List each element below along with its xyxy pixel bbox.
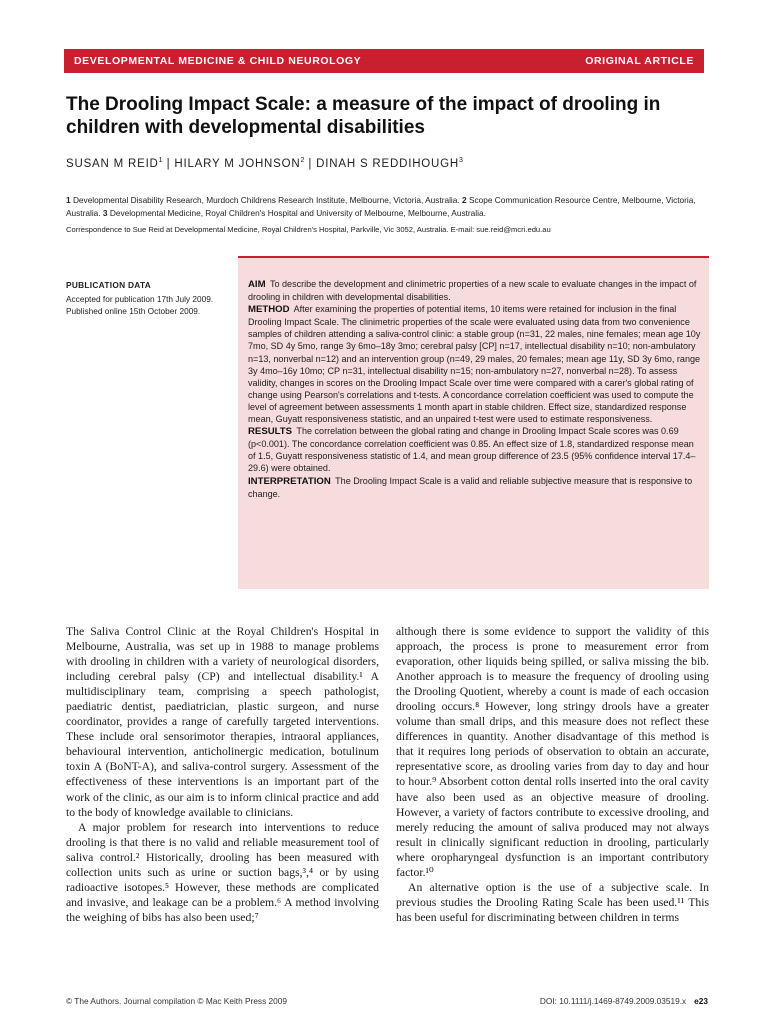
affiliation-text: Scope Communication Resource Centre, Melbourne, Victoria, Australia. — [66, 195, 696, 218]
author-name: HILARY M JOHNSON — [174, 157, 301, 170]
author-affil-number: 2 — [300, 157, 305, 164]
journal-name: DEVELOPMENTAL MEDICINE & CHILD NEUROLOGY — [74, 55, 362, 67]
abstract-results — [248, 425, 701, 474]
abstract-heading: AIM — [248, 279, 266, 290]
page-number: e23 — [694, 996, 708, 1006]
abstract-text: The Drooling Impact Scale is a valid and reliable subjective measure that is responsive to change. — [248, 475, 693, 499]
author-name: SUSAN M REID — [66, 157, 159, 170]
abstract-heading: RESULTS — [248, 426, 293, 438]
affiliation-text: Developmental Medicine, Royal Children's Hospital and University of Melbourne, Melbourne, Australia. — [109, 207, 486, 218]
publication-heading: PUBLICATION DATA — [66, 280, 151, 290]
abstract-heading: INTERPRETATION — [248, 475, 331, 487]
affiliation-number: 3 — [102, 207, 108, 218]
article-title: The Drooling Impact Scale: a measure of the impact of drooling in children with developmental disabilities — [66, 94, 661, 138]
affiliation-text: Developmental Disability Research, Murdoch Childrens Research Institute, Melbourne, Victoria, Australia. — [72, 195, 460, 205]
body-column-right — [396, 624, 709, 925]
affiliation-number: 2 — [462, 195, 467, 205]
body-column-left — [66, 624, 379, 925]
abstract-interpretation — [248, 475, 701, 500]
correspondence: Correspondence to Sue Reid at Developmental Medicine, Royal Children's Hospital, Parkville, Vic 3052, Australia. E-mail: sue.reid@mcri.edu.au — [66, 225, 551, 234]
body-paragraph: The Saliva Control Clinic at the Royal Children's Hospital in Melbourne, Australia, was set up in 1988 to manage problems with drooling in children with a variety of neurological disorders, including cerebral palsy (CP) and intellectual disability.¹ A multidisciplinary team, comprising a speech pathologist, paediatric dentist, paediatrician, plastic surgeon, and nurse coordinator, provides a range of carefully targeted interventions. These include oral sensorimotor therapies, intraoral appliances, behavioural intervention, anticholinergic medication, botulinum toxin A (BoNT-A), and saliva-control surgery. Assessment of the effectiveness of these interventions is an important part of the work of the clinic, as our aim is to inform clinical practice and add to the body of knowledge available to clinicians. — [66, 625, 379, 819]
footer-doi-block — [540, 996, 708, 1006]
publication-data — [66, 279, 236, 318]
abstract-heading: METHOD — [248, 304, 290, 316]
affiliation-number: 1 — [66, 195, 71, 205]
abstract-aim — [248, 278, 701, 303]
abstract-text: The correlation between the global rating and change in Drooling Impact Scale scores was 0.69 (p<0.001). The concordance correlation coefficient was 0.85. An effect size of 1.8, standardized response mean of 1.5, Guyatt responsiveness statistic of 1.4, and mean group difference of 23.5 (95% confidence interval 17.4–29.6) were obtained. — [248, 426, 696, 474]
article-type: ORIGINAL ARTICLE — [585, 55, 694, 67]
journal-banner — [64, 49, 704, 73]
body-paragraph: although there is some evidence to support the validity of this approach, the process is prone to measurement error from evaporation, other liquids being spilled, or saliva missing the bib. Another approach is to measure the frequency of drooling using the Drooling Quotient, whereby a count is made of each occasion drooling occurs.⁸ However, long stringy drools have a greater volume than small drips, and this measure does not reflect these differences in quantity. Another disadvantage of this method is that it requires long periods of observation to obtain an accurate, representative score, as drooling varies from day to day and hour to hour.⁹ Absorbent cotton dental rolls inserted into the oral cavity have also been used as an objective measure of drooling. However, a variety of factors contribute to excessive drooling, and merely reducing the amount of saliva produced may not always result in clinically significant reduction in drooling, particularly where oropharyngeal dysfunction is an important contributory factor.¹⁰ — [396, 625, 709, 879]
abstract-text: After examining the properties of potential items, 10 items were retained for inclusion in the final Drooling Impact Scale. The clinimetric properties of the scale were evaluated using data from two convenience samples of children attending a saliva-control clinic: a stable group (n=31, 22 males, nine females; mean age 10y 7mo, SD 4y 5mo, range 3y 6mo–18y 3mo; cerebral palsy [CP] n=17, intellectual disability n=10; non-ambulatory n=13, nonverbal n=12) and an intervention group (n=49, 29 males, 20 females; mean age 11y, SD 3y 6mo, range 3y 4mo–16y 10mo; CP n=31, intellectual disability n=15; non-ambulatory n=27, nonverbal n=28). To assess validity, changes in scores on the Drooling Impact Scale over time were compared with a carer's global rating of change using Pearson's correlations and t-tests. A concordance correlation coefficient was used to compute the level of agreement between assessments 1 month apart in stable children. Effect size, standardized response mean, Guyatt responsiveness statistic, and an unpaired t-test were used to estimate responsiveness. — [248, 304, 701, 425]
abstract-box — [238, 256, 709, 589]
body-paragraph: An alternative option is the use of a subjective scale. In previous studies the Drooling Rating Scale has been used.¹¹ This has been useful for discriminating between children in terms — [396, 880, 709, 924]
footer-doi: DOI: 10.1111/j.1469-8749.2009.03519.x — [539, 996, 687, 1006]
author-affil-number: 1 — [158, 157, 163, 164]
author-affil-number: 3 — [459, 157, 463, 164]
footer-copyright: © The Authors. Journal compilation © Mac Keith Press 2009 — [66, 996, 287, 1006]
body-paragraph: A major problem for research into interventions to reduce drooling is that there is no valid and reliable measurement tool of saliva control.² Historically, drooling has been measured with collection units such as urine or suction bags,³,⁴ or by using radioactive isotopes.⁵ However, these methods are complicated and invasive, and leakage can be a problem.⁶ A method involving the weighing of bibs has also been used;⁷ — [66, 820, 379, 924]
published-date: Published online 15th October 2009. — [66, 306, 201, 316]
author-list: SUSAN M REID$^1$ | HILARY M JOHNSON$^2$ | DINAH S REDDIHOUGH$^3$ — [66, 157, 463, 170]
accepted-date: Accepted for publication 17th July 2009. — [66, 293, 214, 304]
abstract-method — [248, 303, 701, 425]
author-name: DINAH S REDDIHOUGH — [316, 157, 459, 170]
affiliations — [66, 194, 706, 219]
abstract-text: To describe the development and clinimetric properties of a new scale to evaluate changes in the impact of drooling in children with developmental disabilities. — [248, 279, 697, 303]
